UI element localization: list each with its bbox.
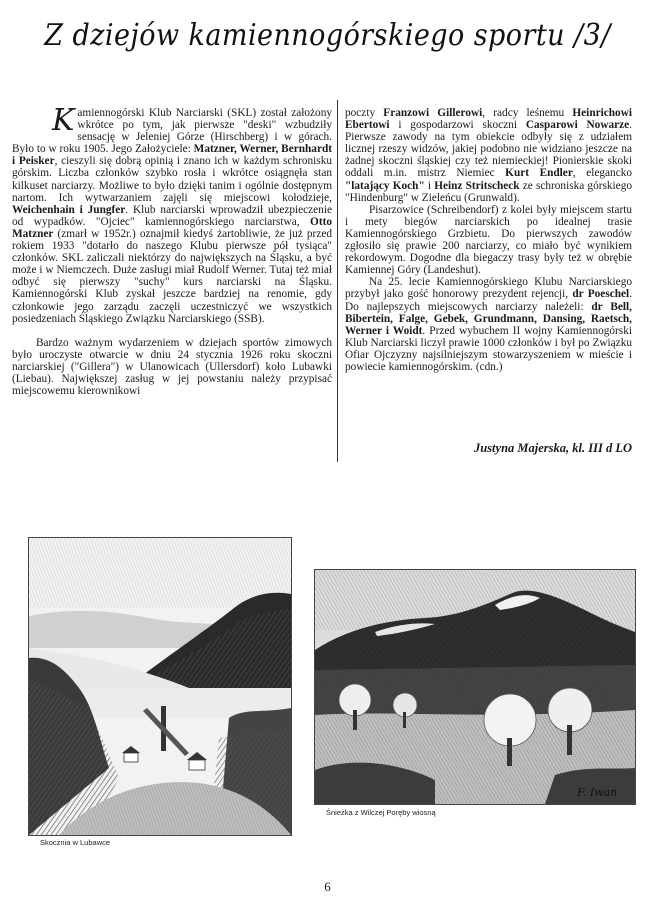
bold-names: "latający Koch" — [345, 179, 425, 192]
caption-sniezka: Śnieżka z Wilczej Poręby wiosną — [326, 808, 436, 817]
paragraph-1 — [12, 103, 333, 325]
bold-names: dr Poeschel — [572, 288, 630, 301]
artist-signature: F. Iwan — [577, 786, 618, 799]
caption-ski-jump: Skocznia w Lubawce — [40, 838, 111, 847]
text-run: poczty — [345, 107, 384, 119]
article-title: Z dziejów kamiennogórskiego sportu /3/ — [44, 18, 611, 53]
paragraph-5 — [345, 276, 632, 373]
paragraph-4: Pisarzowice (Schreibendorf) z kolei były miejscem startu i mety biegów narciarskich po idealnej trasie Kamiennogórskiego Grzbietu. Do pierwszych zawodów zgłosiło się prawie 200 narciarzy, co miało być wynikiem rekordowym. Dogodne dla biegaczy trasy były też w obrębie Kamiennej Góry (Landeshut). — [345, 203, 632, 277]
sniezka-landscape-drawing — [315, 570, 635, 804]
paragraph-2: Bardzo ważnym wydarzeniem w dziejach sportów zimowych było uroczyste otwarcie w dniu 24 stycznia 1926 roku skoczni narciarskiej ("Gillera") w Ulanowicach (Ullersdorf) koło Lubawki (Liebau). Największej zasług w jej powstaniu należy przypisać miejscowemu kierownikowi — [12, 336, 332, 398]
paragraph-3 — [345, 107, 632, 204]
illustration-sniezka — [314, 569, 636, 805]
text-run: (zmarł w 1952r.) oznajmił kiedyś żartobliwie, że już przed rokiem 1933 "dotarło do naszego Klubu pierwsze pół tysiąca" członków. SKL zaliczali niektórzy do największych na Śląsku, a być może i w Niemczech. Duże zasługi miał Rudolf Werner. Tutaj też miał odbyć się pierwszy "suchy" kurs narciarski na Śląsku. Kamiennogórski Klub zyskał jeszcze bardziej na renomie, gdy członkowie jego zarządu zaczęli uczestniczyć we wszystkich posiedzeniach Śląskiego Związku Narciarskiego (SSB). — [12, 227, 332, 325]
article-column-right — [345, 107, 632, 373]
text-run: . Pierwsze zawody na tym obiekcie odbyły się z udziałem licznej rzeszy widzów, jakiej podobno nie widziano jeszcze na żadnej skoczni śląskiej czy też niemieckiej! Pionierskie skoki oddali m.in. mistrz Niemiec — [345, 119, 632, 180]
text-run: , cieszyli się dobrą opinią i znano ich w każdym schronisku górskim. Liczba członków szybko rosła i wkrótce osiągnęła stan kilkuset narciarzy. Możliwe to było dzięki tanim i ogólnie dostępnym nartom. Ich wytwarzaniem zajęli się miejscowi kołodzieje, — [12, 155, 333, 204]
text-run: i gospodarzowi skoczni — [389, 119, 526, 132]
bold-names: Matzner, Werner, Bernhardt i Peisker — [12, 143, 333, 168]
ski-jump-landscape-drawing — [29, 538, 291, 835]
text-run: . Do najlepszych miejscowych narciarzy należeli: — [345, 288, 633, 313]
bold-names: Kurt Endler — [505, 167, 573, 180]
bold-names: dr Bell, Bibertein, Falge, Gebek, Grundmann, Dansing, Raetsch, Werner i Woidt — [345, 300, 632, 337]
text-run: i — [424, 179, 435, 192]
text-run: . Klub narciarski wprowadził ubezpieczenie od wypadków. "Ojciec" kamiennogórskiego narciarstwa, — [12, 203, 332, 228]
bold-names: Weichenhain i Jungfer — [12, 203, 126, 216]
author-signature: Justyna Majerska, kl. III d LO — [473, 441, 632, 455]
bold-names: Heinz Stritscheck — [434, 179, 520, 192]
text-run: . Przed wybuchem II wojny Kamiennogórski Klub Narciarski liczył prawie 1000 członków i był po Związku Ofiar Ojczyzny najsilniejszym stowarzyszeniem w mieście i powiecie kamiennogórskim. (cdn.) — [345, 324, 632, 373]
bold-names: Heinrichowi Ebertowi — [345, 107, 632, 132]
text-run: , elegancko — [572, 167, 633, 180]
article-column-left — [12, 103, 333, 398]
column-divider — [337, 100, 338, 462]
bold-names: Casparowi Nowarze — [525, 119, 630, 132]
bold-names: Otto Matzner — [12, 215, 332, 240]
text-run: Na 25. lecie Kamiennogórskiego Klubu Narciarskiego przybył jako gość honorowy prezydent rejencji, — [345, 276, 632, 301]
bold-names: Franzowi Gillerowi — [383, 107, 483, 119]
text-run: amiennogórski Klub Narciarski (SKL) został założony wkrótce po tym, jak pierwsze "deski" wzbudziły sensację w Jeleniej Górze (Hirschberg) i w górach. Było to w roku 1905. Jego Założyciele: — [12, 107, 332, 156]
page-number: 6 — [324, 879, 331, 894]
drop-cap: K — [52, 103, 75, 138]
text-run: , radcy leśnemu — [482, 107, 573, 119]
illustration-ski-jump — [28, 537, 292, 836]
text-run: ze schroniska górskiego "Hindenburg" w Zieleńcu (Grunwald). — [345, 179, 632, 204]
